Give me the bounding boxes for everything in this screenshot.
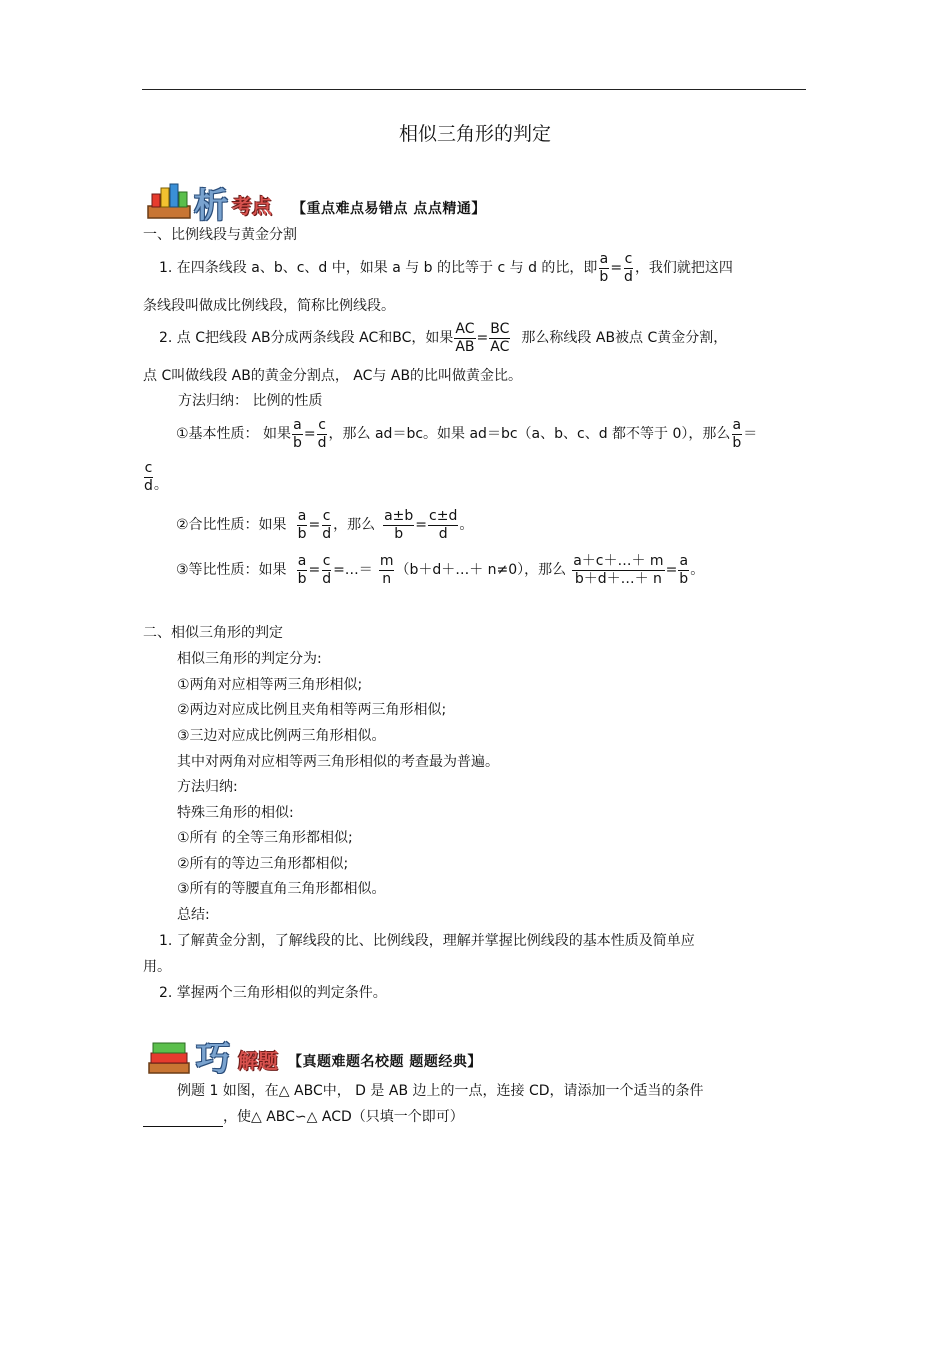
fraction-c-d: $\frac{c}{d}$ [317, 416, 327, 451]
fraction-a-b: $\frac{a}{b}$ [297, 507, 307, 542]
equals-sign: = [476, 330, 489, 346]
p2-text-a: 2. 点 C把线段 AB分成两条线段 AC和BC，如果 [159, 330, 454, 346]
equals-sign: = [610, 260, 623, 276]
criteria-line: 总结: [177, 907, 210, 923]
prop3-text-a: ③等比性质：如果 [176, 562, 287, 578]
criteria-line: ③三边对应成比例两三角形相似。 [177, 728, 386, 744]
banner-tagline: 【真题难题名校题 题题经典】 [288, 1054, 482, 1070]
paragraph-golden-section [159, 318, 727, 358]
summary-item-2: 2. 掌握两个三角形相似的判定条件。 [159, 985, 387, 1001]
page-title: 相似三角形的判定 [398, 123, 551, 145]
criteria-line: 相似三角形的判定分为: [177, 651, 322, 667]
summary-item-1: 1. 了解黄金分割，了解线段的比、比例线段，理解并掌握比例线段的基本性质及简单应 [159, 933, 695, 949]
p1-continuation: 条线段叫做成比例线段，简称比例线段。 [143, 298, 395, 314]
banner-subtitle: 解题 [238, 1049, 278, 1073]
prop3-condition: （b＋d＋…＋ n≠0），那么 [395, 562, 567, 578]
criteria-line: ①两角对应相等两三角形相似; [177, 677, 363, 693]
example-1-answer-line [143, 1107, 464, 1127]
equals-sign: = [308, 562, 321, 578]
equals-sign: ＝ [743, 426, 758, 442]
fraction-a-pm-b: $\frac{a\pm b}{b}$ [384, 507, 414, 542]
fraction-c-d-2: $\frac{c}{d}$ [144, 460, 153, 494]
answer-blank[interactable] [143, 1112, 223, 1127]
equals-sign: = [415, 517, 428, 533]
prop1-text-a: ①基本性质： 如果 [176, 426, 292, 442]
criteria-line: ③所有的等腰直角三角形都相似。 [177, 881, 386, 897]
criteria-line: 其中对两角对应相等两三角形相似的考查最为普遍。 [177, 754, 499, 770]
banner-subtitle: 考点 [232, 194, 272, 218]
example-1-question: 例题 1 如图，在△ ABC中， D 是 AB 边上的一点，连接 CD，请添加一个适当的条件 [177, 1083, 704, 1099]
ellipsis-equals: =…＝ [333, 562, 373, 578]
fraction-a-b-2: $\frac{a}{b}$ [732, 416, 742, 451]
criteria-line: ②所有的等边三角形都相似; [177, 856, 349, 872]
period: 。 [690, 562, 705, 578]
section2-heading: 二、相似三角形的判定 [143, 625, 283, 641]
criteria-line: ②两边对应成比例且夹角相等两三角形相似; [177, 702, 447, 718]
prop2-text-a: ②合比性质：如果 [176, 517, 287, 533]
p2-text-b: 那么称线段 AB被点 C黄金分割， [521, 330, 728, 346]
equals-sign: = [303, 426, 316, 442]
section-banner-analysis [146, 176, 526, 226]
fraction-c-d: $\frac{c}{d}$ [322, 552, 332, 587]
fraction-a-b: $\frac{a}{b}$ [293, 416, 302, 451]
fraction-c-d: $\frac{c}{d}$ [624, 250, 633, 285]
fraction-m-n: $\frac{m}{n}$ [379, 552, 394, 587]
fraction-c-pm-d: $\frac{c\pm d}{d}$ [429, 507, 458, 542]
property-basic [176, 414, 757, 454]
period: 。 [459, 517, 474, 533]
prop1-continuation [143, 460, 168, 495]
property-equal-ratios [176, 550, 704, 590]
summary-item-1-cont: 用。 [143, 959, 171, 975]
paragraph-proportional-segments [159, 248, 733, 288]
criteria-line: 方法归纳: [177, 779, 238, 795]
banner-tagline: 【重点难点易错点 点点精通】 [292, 201, 486, 217]
books-icon [146, 180, 192, 220]
fraction-a-b: $\frac{a}{b}$ [599, 250, 609, 285]
fraction-bc-ac: $\frac{BC}{AC}$ [490, 320, 510, 355]
banner-big-char: 巧 [196, 1039, 230, 1079]
fraction-ac-ab: $\frac{AC}{AB}$ [455, 320, 475, 355]
fraction-c-d: $\frac{c}{d}$ [322, 507, 332, 542]
prop2-text-b: ，那么 [333, 517, 376, 533]
equals-sign: = [308, 517, 321, 533]
p1-text-a: 1. 在四条线段 a、b、c、d 中，如果 a 与 b 的比等于 c 与 d 的比，即 [159, 260, 598, 276]
banner-big-char: 析 [194, 186, 228, 226]
prop1-text-b: ，那么 ad＝bc。如果 ad＝bc（a、b、c、d 都不等于 0），那么 [328, 426, 731, 442]
equals-sign: = [665, 562, 678, 578]
p1-text-b: ，我们就把这四 [634, 260, 733, 276]
period: 。 [153, 477, 168, 493]
criteria-line: 特殊三角形的相似: [177, 805, 294, 821]
section1-heading: 一、比例线段与黄金分割 [143, 227, 297, 243]
stacked-books-icon [146, 1035, 192, 1075]
p2-continuation: 点 C叫做线段 AB的黄金分割点， AC与 AB的比叫做黄金比。 [143, 368, 523, 384]
property-componendo [176, 505, 473, 545]
criteria-line: ①所有 的全等三角形都相似; [177, 830, 353, 846]
fraction-sum: $\frac{a+c+\dots+ m}{b+d+\dots+ n}$ [573, 552, 664, 587]
fraction-a-b-2: $\frac{a}{b}$ [679, 552, 689, 587]
header-rule [142, 89, 806, 90]
example-1-cont: ，使△ ABC∽△ ACD（只填一个即可） [223, 1109, 464, 1125]
method-summary: 方法归纳： 比例的性质 [178, 393, 323, 409]
fraction-a-b: $\frac{a}{b}$ [297, 552, 307, 587]
section-banner-solutions [146, 1031, 526, 1079]
